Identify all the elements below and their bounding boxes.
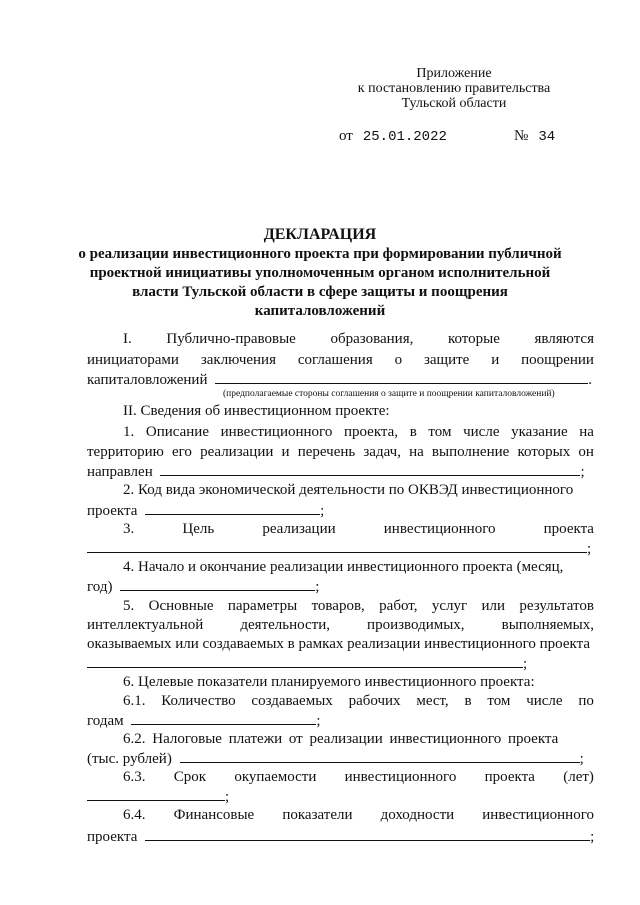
- word: результатов: [519, 598, 594, 614]
- parties-hint: (предполагаемые стороны соглашения о защите и поощрении капиталовложений): [223, 389, 555, 399]
- word: проекта,: [343, 424, 399, 440]
- word: доходности: [380, 807, 455, 823]
- decree-date: [339, 127, 447, 145]
- word: поощрении: [521, 352, 594, 368]
- description-field[interactable]: [160, 463, 580, 476]
- word: Основные: [148, 598, 214, 614]
- section1-line2: [87, 352, 594, 369]
- word: его: [171, 444, 192, 460]
- line-label: годам: [87, 713, 124, 729]
- jobs-field[interactable]: [131, 712, 316, 725]
- line-end: ;: [579, 751, 584, 767]
- goal-field[interactable]: [87, 540, 587, 553]
- line-label: (тыс. рублей): [87, 751, 172, 767]
- word: товаров,: [311, 598, 365, 614]
- decree-number: [514, 127, 555, 145]
- period-field[interactable]: [120, 578, 315, 591]
- word: на: [409, 444, 424, 460]
- number-value: 34: [538, 129, 556, 145]
- line-end: ;: [315, 579, 320, 595]
- item1-line3: [87, 463, 585, 481]
- word: работ,: [379, 598, 418, 614]
- parameters-field[interactable]: [87, 655, 523, 668]
- word: по: [578, 693, 594, 709]
- word: 6.3.: [123, 769, 146, 785]
- line-end: ;: [523, 656, 528, 672]
- word: числе: [463, 424, 500, 440]
- item62-line1: 6.2. Налоговые платежи от реализации инвестиционного проекта: [123, 731, 559, 747]
- section1-line3: [87, 371, 592, 389]
- appendix-line-3: Тульской области: [401, 96, 507, 111]
- item63-line2: [87, 788, 229, 806]
- tax-field[interactable]: [180, 750, 580, 763]
- line-label: капиталовложений: [87, 372, 208, 388]
- word: 5.: [123, 598, 135, 614]
- item4-line1: 4. Начало и окончание реализации инвестиционного проекта (месяц,: [123, 559, 564, 575]
- word: и: [281, 444, 290, 460]
- word: образования,: [330, 331, 414, 347]
- title-line-4: капиталовложений: [254, 303, 386, 319]
- date-prefix: от: [339, 128, 353, 144]
- word: параметры: [227, 598, 298, 614]
- appendix-line-2: к постановлению правительства: [357, 81, 551, 96]
- number-prefix: №: [514, 128, 529, 144]
- word: задач,: [363, 444, 401, 460]
- item4-line2: [87, 578, 319, 596]
- word: показатели: [282, 807, 353, 823]
- item64-line1: [123, 807, 594, 824]
- word: которых: [517, 444, 571, 460]
- word: которые: [447, 331, 500, 347]
- line-end: ;: [587, 541, 592, 557]
- profitability-field[interactable]: [145, 828, 590, 841]
- item1-line2: [87, 444, 594, 461]
- word: Количество: [161, 693, 236, 709]
- word: мест,: [416, 693, 449, 709]
- section1-line1: [123, 331, 594, 348]
- word: услуг: [431, 598, 468, 614]
- item2-line2: [87, 502, 324, 520]
- date-value: 25.01.2022: [362, 129, 447, 145]
- item5-line3: оказываемых или создаваемых в рамках реализации инвестиционного проекта: [87, 636, 590, 652]
- word: том: [428, 424, 452, 440]
- item63-line1: [123, 769, 594, 786]
- line-end: ;: [580, 464, 585, 480]
- word: территорию: [87, 444, 164, 460]
- word: окупаемости: [234, 769, 317, 785]
- word: реализации: [200, 444, 274, 460]
- word: он: [578, 444, 594, 460]
- item6-heading: 6. Целевые показатели планируемого инвестиционного проекта:: [123, 674, 535, 690]
- word: 6.4.: [123, 807, 146, 823]
- document-title: ДЕКЛАРАЦИЯ: [263, 226, 377, 243]
- word: создаваемых: [251, 693, 333, 709]
- appendix-block: [344, 66, 564, 111]
- item61-line1: [123, 693, 594, 710]
- section2-heading: II. Сведения об инвестиционном проекте:: [123, 403, 390, 419]
- word: выполнение: [431, 444, 510, 460]
- word: инвестиционного: [383, 521, 496, 537]
- word: инвестиционного: [482, 807, 594, 823]
- word: Срок: [173, 769, 207, 785]
- word: Цель: [182, 521, 215, 537]
- word: (лет): [563, 769, 594, 785]
- line-label: проекта: [87, 829, 138, 845]
- line-end: ;: [320, 503, 325, 519]
- word: 6.1.: [123, 693, 146, 709]
- item3-line2: [87, 540, 591, 558]
- word: производимых,: [367, 617, 465, 633]
- word: выполняемых,: [501, 617, 594, 633]
- word: деятельности,: [240, 617, 330, 633]
- word: и: [491, 352, 500, 368]
- word: Описание: [145, 424, 209, 440]
- word: проекта: [484, 769, 535, 785]
- word: том: [487, 693, 511, 709]
- parties-field[interactable]: [215, 371, 588, 384]
- line-end: .: [588, 372, 592, 388]
- line-label: проекта: [87, 503, 138, 519]
- word: на: [579, 424, 594, 440]
- okved-field[interactable]: [145, 502, 320, 515]
- word: I.: [123, 331, 132, 347]
- word: защите: [423, 352, 470, 368]
- word: о: [394, 352, 403, 368]
- title-line-1: о реализации инвестиционного проекта при формировании публичной: [78, 246, 562, 262]
- word: перечень: [297, 444, 356, 460]
- word: заключения: [200, 352, 276, 368]
- word: проекта: [543, 521, 594, 537]
- word: Финансовые: [173, 807, 255, 823]
- word: рабочих: [348, 693, 401, 709]
- word: в: [464, 693, 472, 709]
- word: инициаторами: [87, 352, 179, 368]
- title-line-2: проектной инициативы уполномоченным органом исполнительной: [89, 265, 551, 281]
- word: в: [409, 424, 417, 440]
- appendix-line-1: Приложение: [416, 66, 492, 81]
- line-end: ;: [225, 789, 230, 805]
- word: инвестиционного: [220, 424, 333, 440]
- item5-line1: [123, 598, 594, 615]
- item5-line2: [87, 617, 594, 634]
- payback-field[interactable]: [87, 788, 225, 801]
- word: интеллектуальной: [87, 617, 204, 633]
- item61-line2: [87, 712, 321, 730]
- word: указание: [511, 424, 568, 440]
- word: являются: [534, 331, 594, 347]
- line-label: направлен: [87, 464, 153, 480]
- line-label: год): [87, 579, 113, 595]
- word: 1.: [123, 424, 135, 440]
- item1-line1: [123, 424, 594, 441]
- word: числе: [526, 693, 563, 709]
- word: Публично-правовые: [166, 331, 296, 347]
- item62-line2: [87, 750, 584, 768]
- line-end: ;: [590, 829, 595, 845]
- word: соглашения: [297, 352, 373, 368]
- word: или: [481, 598, 506, 614]
- word: инвестиционного: [344, 769, 457, 785]
- item5-line4: [87, 655, 527, 673]
- item3-line1: [123, 521, 594, 538]
- item64-line2: [87, 828, 594, 846]
- word: реализации: [262, 521, 336, 537]
- title-line-3: власти Тульской области в сфере защиты и поощрения: [132, 284, 508, 300]
- word: 3.: [123, 521, 135, 537]
- line-end: ;: [316, 713, 321, 729]
- item2-line1: 2. Код вида экономической деятельности по ОКВЭД инвестиционного: [123, 482, 574, 498]
